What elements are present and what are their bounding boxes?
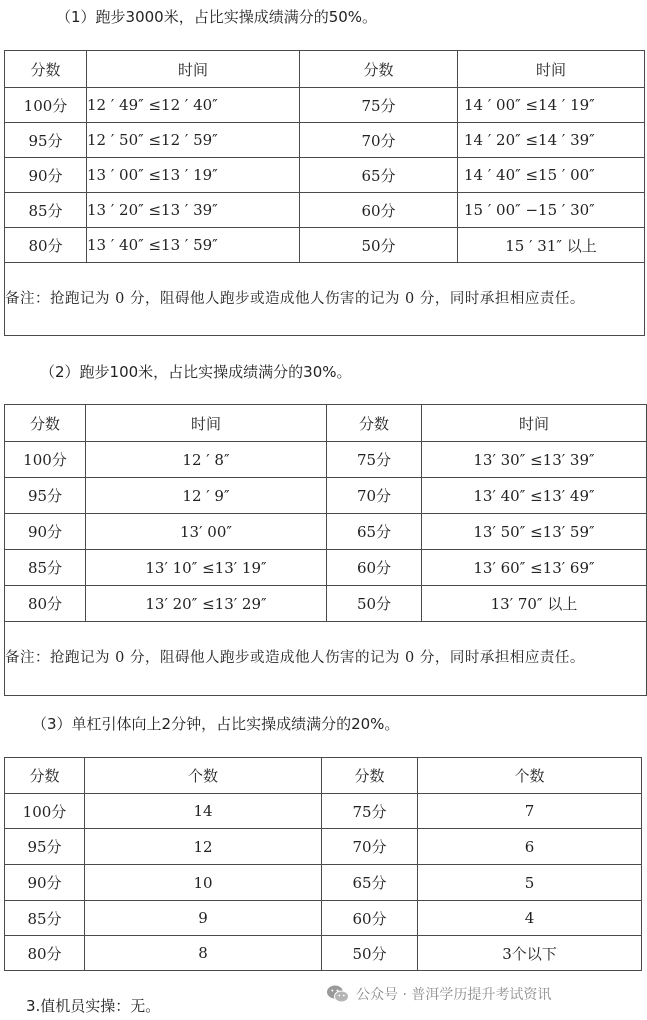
header-cell: 分数 (300, 51, 458, 88)
header-cell: 个数 (85, 758, 322, 794)
watermark-text: 公众号 · 普洱学历提升考试资讯 (356, 987, 552, 1003)
time-cell: 12 ′ 8″ (86, 442, 327, 478)
header-cell: 时间 (86, 405, 327, 442)
table-header-row (5, 758, 642, 794)
section-3-table (4, 757, 642, 971)
score-cell: 90分 (5, 514, 86, 550)
score-cell: 90分 (5, 865, 85, 901)
header-cell: 分数 (5, 758, 85, 794)
time-cell: 15 ′ 31″ 以上 (458, 228, 645, 263)
table-row (5, 865, 642, 901)
time-cell: 12 ′ 50″ ≤12 ′ 59″ (87, 123, 300, 158)
note-cell: 备注：抢跑记为 0 分，阻碍他人跑步或造成他人伤害的记为 0 分，同时承担相应责任。 (5, 622, 647, 696)
score-cell: 70分 (322, 829, 418, 865)
time-cell: 13′ 50″ ≤13′ 59″ (422, 514, 647, 550)
section-2-heading: （2）跑步100米，占比实操成绩满分的30%。 (40, 363, 352, 381)
score-cell: 65分 (322, 865, 418, 901)
time-cell: 14 ′ 20″ ≤14 ′ 39″ (458, 123, 645, 158)
header-cell: 时间 (87, 51, 300, 88)
score-cell: 100分 (5, 88, 87, 123)
score-cell: 50分 (300, 228, 458, 263)
header-cell: 分数 (322, 758, 418, 794)
section-1-table (4, 50, 645, 336)
time-cell: 14 ′ 40″ ≤15 ′ 00″ (458, 158, 645, 193)
note-row (5, 622, 647, 696)
time-cell: 13 ′ 00″ ≤13 ′ 19″ (87, 158, 300, 193)
header-cell: 分数 (327, 405, 422, 442)
score-cell: 85分 (5, 193, 87, 228)
header-cell: 个数 (418, 758, 642, 794)
score-cell: 85分 (5, 550, 86, 586)
score-cell: 80分 (5, 228, 87, 263)
score-cell: 100分 (5, 442, 86, 478)
score-cell: 70分 (300, 123, 458, 158)
table-row (5, 442, 647, 478)
table-row (5, 550, 647, 586)
table-header-row (5, 405, 647, 442)
score-cell: 65分 (300, 158, 458, 193)
score-cell: 95分 (5, 123, 87, 158)
score-cell: 75分 (300, 88, 458, 123)
table-row (5, 586, 647, 622)
score-cell: 85分 (5, 901, 85, 936)
wechat-icon (326, 984, 350, 1004)
time-cell: 14 ′ 00″ ≤14 ′ 19″ (458, 88, 645, 123)
table-row (5, 158, 645, 193)
table-row (5, 514, 647, 550)
score-cell: 75分 (327, 442, 422, 478)
section-3-heading: （3）单杠引体向上2分钟，占比实操成绩满分的20%。 (32, 715, 400, 733)
section-1-heading: （1）跑步3000米，占比实操成绩满分的50%。 (56, 8, 378, 26)
note-row (5, 263, 645, 336)
count-cell: 14 (85, 794, 322, 829)
count-cell: 7 (418, 794, 642, 829)
score-cell: 80分 (5, 586, 86, 622)
note-cell: 备注：抢跑记为 0 分，阻碍他人跑步或造成他人伤害的记为 0 分，同时承担相应责任。 (5, 263, 645, 336)
score-cell: 100分 (5, 794, 85, 829)
score-cell: 80分 (5, 936, 85, 971)
table-row (5, 478, 647, 514)
time-cell: 13 ′ 40″ ≤13 ′ 59″ (87, 228, 300, 263)
watermark (326, 981, 551, 1007)
table-row (5, 794, 642, 829)
time-cell: 15 ′ 00″ −15 ′ 30″ (458, 193, 645, 228)
time-cell: 12 ′ 9″ (86, 478, 327, 514)
table-row (5, 228, 645, 263)
count-cell: 9 (85, 901, 322, 936)
time-cell: 13′ 70″ 以上 (422, 586, 647, 622)
header-cell: 分数 (5, 405, 86, 442)
count-cell: 5 (418, 865, 642, 901)
count-cell: 3个以下 (418, 936, 642, 971)
score-cell: 75分 (322, 794, 418, 829)
table-row (5, 901, 642, 936)
time-cell: 13′ 30″ ≤13′ 39″ (422, 442, 647, 478)
score-cell: 70分 (327, 478, 422, 514)
table-row (5, 193, 645, 228)
score-cell: 50分 (322, 936, 418, 971)
time-cell: 13′ 10″ ≤13′ 19″ (86, 550, 327, 586)
score-cell: 65分 (327, 514, 422, 550)
score-cell: 60分 (322, 901, 418, 936)
score-cell: 60分 (300, 193, 458, 228)
time-cell: 13′ 40″ ≤13′ 49″ (422, 478, 647, 514)
score-cell: 95分 (5, 478, 86, 514)
time-cell: 13′ 60″ ≤13′ 69″ (422, 550, 647, 586)
count-cell: 8 (85, 936, 322, 971)
score-cell: 90分 (5, 158, 87, 193)
count-cell: 6 (418, 829, 642, 865)
table-row (5, 88, 645, 123)
header-cell: 分数 (5, 51, 87, 88)
score-cell: 95分 (5, 829, 85, 865)
table-header-row (5, 51, 645, 88)
score-cell: 50分 (327, 586, 422, 622)
count-cell: 10 (85, 865, 322, 901)
count-cell: 4 (418, 901, 642, 936)
footer-item: 3.值机员实操：无。 (26, 997, 161, 1015)
table-row (5, 123, 645, 158)
table-row (5, 936, 642, 971)
time-cell: 13′ 20″ ≤13′ 29″ (86, 586, 327, 622)
count-cell: 12 (85, 829, 322, 865)
header-cell: 时间 (422, 405, 647, 442)
table-row (5, 829, 642, 865)
header-cell: 时间 (458, 51, 645, 88)
section-2-table (4, 404, 647, 696)
time-cell: 13 ′ 20″ ≤13 ′ 39″ (87, 193, 300, 228)
time-cell: 12 ′ 49″ ≤12 ′ 40″ (87, 88, 300, 123)
score-cell: 60分 (327, 550, 422, 586)
time-cell: 13′ 00″ (86, 514, 327, 550)
